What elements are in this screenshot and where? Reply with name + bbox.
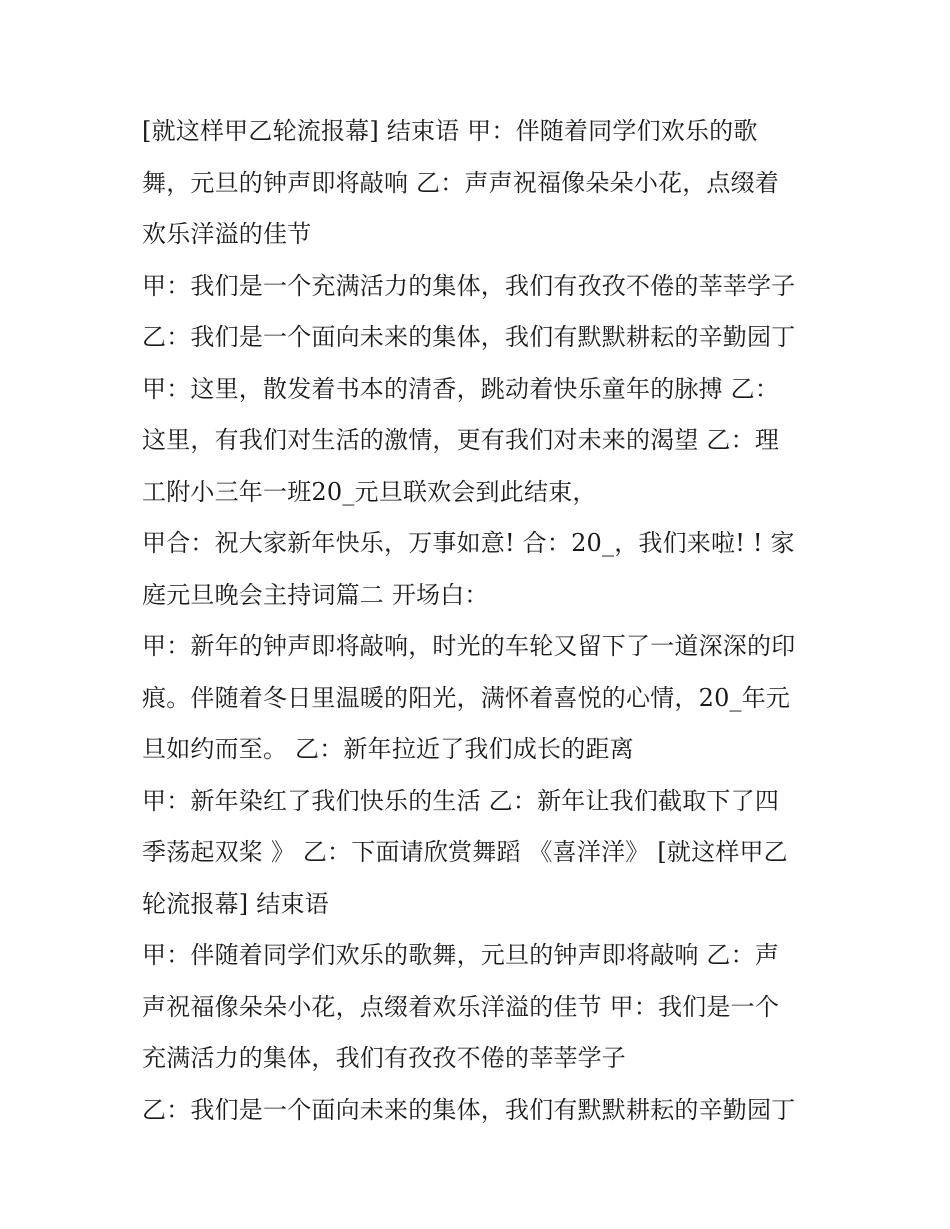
text-line: 季荡起双桨 》 乙：下面请欣赏舞蹈 《喜洋洋》 [就这样甲乙 [142,838,788,866]
text-line: 甲：新年的钟声即将敲响，时光的车轮又留下了一道深深的印 [142,632,796,660]
text-line: 欢乐洋溢的佳节 [142,220,312,248]
text-line: 庭元旦晚会主持词篇二 开场白： [142,580,489,609]
text-line: 甲：伴随着同学们欢乐的歌舞，元旦的钟声即将敲响 乙：声 [142,941,780,969]
text-line: 工附小三年一班20_元旦联欢会到此结束， [142,477,597,506]
document-body [142,106,822,1136]
text-line: 痕。伴随着冬日里温暖的阳光，满怀着喜悦的心情，20_年元 [142,683,791,712]
text-line: 乙：我们是一个面向未来的集体，我们有默默耕耘的辛勤园丁 [142,1095,796,1124]
text-line: 舞，元旦的钟声即将敲响 乙：声声祝福像朵朵小花，点缀着 [142,168,780,197]
text-line: 声祝福像朵朵小花，点缀着欢乐洋溢的佳节 甲：我们是一个 [142,992,780,1021]
text-line: 甲：我们是一个充满活力的集体，我们有孜孜不倦的莘莘学子 [142,271,796,300]
text-line: 乙：我们是一个面向未来的集体，我们有默默耕耘的辛勤园丁 [142,323,796,351]
text-line: 充满活力的集体，我们有孜孜不倦的莘莘学子 [142,1044,626,1072]
text-line: [就这样甲乙轮流报幕] 结束语 甲：伴随着同学们欢乐的歌 [142,117,758,145]
text-line: 这里，有我们对生活的激情，更有我们对未来的渴望 乙：理 [142,426,780,454]
text-line: 甲：这里，散发着书本的清香，跳动着快乐童年的脉搏 乙： [142,374,780,403]
text-line: 旦如约而至。 乙：新年拉近了我们成长的距离 [142,735,634,763]
text-line: 甲：新年染红了我们快乐的生活 乙：新年让我们截取下了四 [142,786,780,815]
text-line: 甲合：祝大家新年快乐，万事如意! 合：20_，我们来啦! ! 家 [142,529,795,557]
text-line: 轮流报幕] 结束语 [142,889,329,918]
